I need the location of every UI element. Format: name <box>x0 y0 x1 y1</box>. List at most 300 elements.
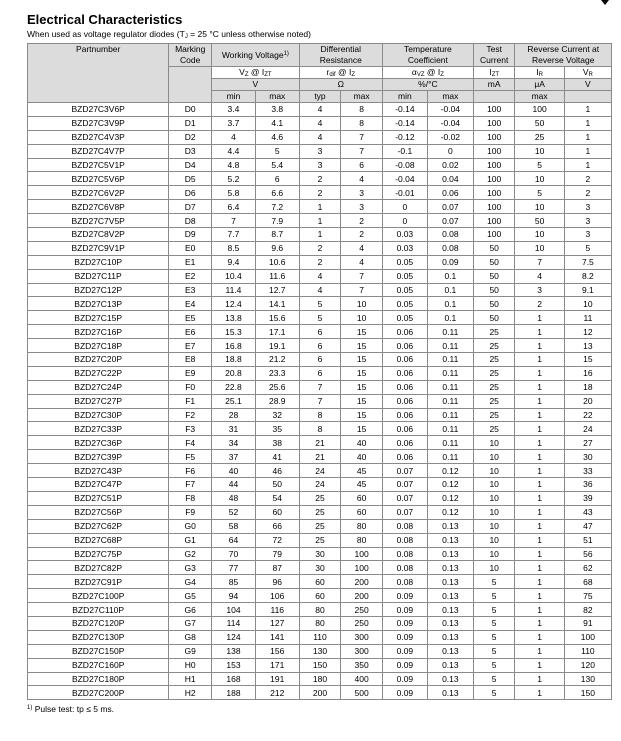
marking-code-cell: E2 <box>169 269 212 283</box>
izt-cell: 100 <box>473 158 515 172</box>
marking-code-header: Marking Code <box>169 44 212 67</box>
alpha-max-cell: 0.12 <box>427 478 473 492</box>
partnumber-cell: BZD27C13P <box>28 297 169 311</box>
vz-max-cell: 35 <box>255 422 299 436</box>
partnumber-header: Partnumber <box>28 44 169 103</box>
ir-max-cell: 3 <box>515 283 564 297</box>
vz-max-cell: 96 <box>255 575 299 589</box>
vz-min-cell: 188 <box>212 686 256 700</box>
table-row <box>28 172 612 186</box>
table-row <box>28 505 612 519</box>
unit-volt-reverse: V <box>564 79 611 91</box>
rdif-max-cell: 350 <box>341 658 383 672</box>
partnumber-cell: BZD27C56P <box>28 505 169 519</box>
vz-max-cell: 17.1 <box>255 325 299 339</box>
table-row <box>28 283 612 297</box>
rdif-max-cell: 15 <box>341 325 383 339</box>
rdif-typ-cell: 25 <box>299 491 341 505</box>
ir-max-cell: 1 <box>515 519 564 533</box>
partnumber-cell: BZD27C91P <box>28 575 169 589</box>
vr-cell: 33 <box>564 464 611 478</box>
ir-max-cell: 1 <box>515 603 564 617</box>
alpha-max-cell: 0.11 <box>427 450 473 464</box>
vz-max-cell: 191 <box>255 672 299 686</box>
rdif-typ-cell: 5 <box>299 311 341 325</box>
marking-code-cell: F2 <box>169 408 212 422</box>
partnumber-cell: BZD27C110P <box>28 603 169 617</box>
izt-cell: 25 <box>473 408 515 422</box>
marking-code-cell: D8 <box>169 214 212 228</box>
partnumber-cell: BZD27C16P <box>28 325 169 339</box>
rdif-max-label: max <box>341 91 383 103</box>
vr-cell: 75 <box>564 589 611 603</box>
alpha-min-cell: 0.06 <box>382 339 427 353</box>
alpha-max-cell: 0.1 <box>427 297 473 311</box>
vz-min-cell: 31 <box>212 422 256 436</box>
alpha-max-cell: 0.1 <box>427 283 473 297</box>
alpha-min-cell: 0.05 <box>382 255 427 269</box>
vz-min-cell: 4 <box>212 130 256 144</box>
izt-cell: 100 <box>473 214 515 228</box>
vz-max-cell: 15.6 <box>255 311 299 325</box>
ir-max-cell: 7 <box>515 255 564 269</box>
partnumber-cell: BZD27C10P <box>28 255 169 269</box>
alpha-max-cell: 0.1 <box>427 269 473 283</box>
izt-cell: 10 <box>473 533 515 547</box>
partnumber-cell: BZD27C4V3P <box>28 130 169 144</box>
marking-code-cell: D4 <box>169 158 212 172</box>
rdif-max-cell: 15 <box>341 408 383 422</box>
vz-min-cell: 4.8 <box>212 158 256 172</box>
rdif-typ-cell: 4 <box>299 103 341 117</box>
vr-symbol: $V_R$ <box>564 67 611 79</box>
table-row <box>28 589 612 603</box>
partnumber-cell: BZD27C100P <box>28 589 169 603</box>
rdif-symbol: $r_{dif}$ @ $I_Z$ <box>299 67 382 79</box>
rdif-typ-cell: 30 <box>299 561 341 575</box>
marking-code-cell: D2 <box>169 130 212 144</box>
partnumber-cell: BZD27C160P <box>28 658 169 672</box>
vr-cell: 3 <box>564 228 611 242</box>
table-row <box>28 561 612 575</box>
vz-min-label: min <box>212 91 256 103</box>
marking-code-cell: G8 <box>169 630 212 644</box>
ir-max-cell: 1 <box>515 686 564 700</box>
table-row <box>28 547 612 561</box>
vr-cell: 100 <box>564 630 611 644</box>
izt-cell: 10 <box>473 519 515 533</box>
vz-max-cell: 5.4 <box>255 158 299 172</box>
vz-max-cell: 28.9 <box>255 394 299 408</box>
alpha-min-cell: -0.01 <box>382 186 427 200</box>
rdif-typ-cell: 2 <box>299 172 341 186</box>
vr-blank <box>564 91 611 103</box>
table-row <box>28 436 612 450</box>
partnumber-cell: BZD27C5V1P <box>28 158 169 172</box>
ir-max-cell: 1 <box>515 630 564 644</box>
ir-max-cell: 1 <box>515 408 564 422</box>
rdif-max-cell: 3 <box>341 200 383 214</box>
rdif-max-cell: 80 <box>341 519 383 533</box>
partnumber-cell: BZD27C180P <box>28 672 169 686</box>
vz-min-cell: 58 <box>212 519 256 533</box>
marking-code-cell: F4 <box>169 436 212 450</box>
section-title: Electrical Characteristics <box>27 12 183 27</box>
vz-max-cell: 3.8 <box>255 103 299 117</box>
alpha-min-cell: 0.07 <box>382 478 427 492</box>
rdif-typ-cell: 3 <box>299 144 341 158</box>
partnumber-cell: BZD27C33P <box>28 422 169 436</box>
alpha-min-cell: 0.06 <box>382 408 427 422</box>
izt-cell: 100 <box>473 172 515 186</box>
rdif-typ-cell: 24 <box>299 478 341 492</box>
test-current-header: Test Current <box>473 44 515 67</box>
ir-max-cell: 1 <box>515 450 564 464</box>
alpha-max-cell: 0.07 <box>427 200 473 214</box>
rdif-typ-cell: 2 <box>299 241 341 255</box>
rdif-max-cell: 400 <box>341 672 383 686</box>
vz-max-cell: 60 <box>255 505 299 519</box>
izt-cell: 5 <box>473 589 515 603</box>
marking-code-cell: G6 <box>169 603 212 617</box>
partnumber-cell: BZD27C130P <box>28 630 169 644</box>
rdif-typ-cell: 80 <box>299 616 341 630</box>
table-row <box>28 228 612 242</box>
alpha-min-cell: -0.04 <box>382 172 427 186</box>
rdif-max-cell: 2 <box>341 228 383 242</box>
vr-cell: 110 <box>564 644 611 658</box>
footnote: $^{1)}$ Pulse test: tp ≤ 5 ms. <box>27 704 115 715</box>
vz-max-cell: 7.2 <box>255 200 299 214</box>
rdif-max-cell: 60 <box>341 491 383 505</box>
vz-max-cell: 46 <box>255 464 299 478</box>
alpha-min-cell: 0.03 <box>382 228 427 242</box>
ir-max-cell: 25 <box>515 130 564 144</box>
vz-max-cell: 116 <box>255 603 299 617</box>
alpha-min-cell: 0.05 <box>382 283 427 297</box>
rdif-typ-cell: 6 <box>299 325 341 339</box>
alpha-max-cell: -0.04 <box>427 103 473 117</box>
vz-max-cell: 41 <box>255 450 299 464</box>
unit-microamp: μA <box>515 79 564 91</box>
marking-code-cell: D9 <box>169 228 212 242</box>
table-row <box>28 478 612 492</box>
alpha-max-cell: 0.08 <box>427 241 473 255</box>
izt-cell: 25 <box>473 353 515 367</box>
ir-max-cell: 1 <box>515 311 564 325</box>
alpha-min-cell: 0.08 <box>382 547 427 561</box>
rdif-max-cell: 250 <box>341 603 383 617</box>
rdif-typ-cell: 21 <box>299 450 341 464</box>
izt-cell: 10 <box>473 478 515 492</box>
vz-min-cell: 11.4 <box>212 283 256 297</box>
vz-min-cell: 37 <box>212 450 256 464</box>
alpha-min-cell: 0.05 <box>382 269 427 283</box>
rdif-typ-cell: 7 <box>299 394 341 408</box>
partnumber-cell: BZD27C3V9P <box>28 116 169 130</box>
table-row <box>28 116 612 130</box>
table-row <box>28 408 612 422</box>
differential-resistance-header: Differential Resistance <box>299 44 382 67</box>
vz-min-cell: 8.5 <box>212 241 256 255</box>
partnumber-cell: BZD27C12P <box>28 283 169 297</box>
rdif-typ-cell: 25 <box>299 533 341 547</box>
marking-code-cell: F7 <box>169 478 212 492</box>
ir-max-cell: 50 <box>515 214 564 228</box>
rdif-max-cell: 45 <box>341 464 383 478</box>
rdif-typ-cell: 2 <box>299 186 341 200</box>
rdif-max-cell: 250 <box>341 616 383 630</box>
vr-cell: 1 <box>564 158 611 172</box>
alpha-max-cell: 0.13 <box>427 616 473 630</box>
rdif-max-cell: 4 <box>341 241 383 255</box>
partnumber-cell: BZD27C4V7P <box>28 144 169 158</box>
ir-max-cell: 10 <box>515 200 564 214</box>
ir-max-cell: 1 <box>515 672 564 686</box>
vr-cell: 51 <box>564 533 611 547</box>
vz-max-cell: 32 <box>255 408 299 422</box>
izt-cell: 25 <box>473 422 515 436</box>
izt-cell: 50 <box>473 255 515 269</box>
rdif-max-cell: 10 <box>341 297 383 311</box>
vr-cell: 11 <box>564 311 611 325</box>
vz-min-cell: 7 <box>212 214 256 228</box>
marking-code-cell: H2 <box>169 686 212 700</box>
alpha-max-cell: 0.08 <box>427 228 473 242</box>
rdif-max-cell: 100 <box>341 547 383 561</box>
table-row <box>28 103 612 117</box>
vz-min-cell: 48 <box>212 491 256 505</box>
rdif-typ-cell: 1 <box>299 200 341 214</box>
alpha-min-cell: 0.06 <box>382 353 427 367</box>
vr-cell: 1 <box>564 130 611 144</box>
vz-max-cell: 6.6 <box>255 186 299 200</box>
partnumber-cell: BZD27C120P <box>28 616 169 630</box>
izt-cell: 25 <box>473 394 515 408</box>
table-row <box>28 269 612 283</box>
vr-cell: 27 <box>564 436 611 450</box>
alpha-min-cell: 0.07 <box>382 491 427 505</box>
vz-min-cell: 9.4 <box>212 255 256 269</box>
ir-max-cell: 5 <box>515 158 564 172</box>
rdif-max-cell: 80 <box>341 533 383 547</box>
unit-ohm: Ω <box>299 79 382 91</box>
rdif-max-cell: 500 <box>341 686 383 700</box>
alpha-min-cell: 0.05 <box>382 311 427 325</box>
ir-max-cell: 1 <box>515 422 564 436</box>
partnumber-cell: BZD27C6V8P <box>28 200 169 214</box>
rdif-typ-cell: 1 <box>299 214 341 228</box>
alpha-max-cell: 0.13 <box>427 561 473 575</box>
izt-cell: 50 <box>473 269 515 283</box>
vr-cell: 47 <box>564 519 611 533</box>
vz-min-cell: 4.4 <box>212 144 256 158</box>
rdif-typ-cell: 2 <box>299 255 341 269</box>
rdif-max-cell: 6 <box>341 158 383 172</box>
unit-percent-per-degree: %/°C <box>382 79 473 91</box>
partnumber-cell: BZD27C75P <box>28 547 169 561</box>
marking-code-cell: G7 <box>169 616 212 630</box>
table-row <box>28 325 612 339</box>
ir-max-cell: 1 <box>515 436 564 450</box>
partnumber-cell: BZD27C3V6P <box>28 103 169 117</box>
vr-cell: 56 <box>564 547 611 561</box>
alpha-max-cell: 0.13 <box>427 533 473 547</box>
rdif-max-cell: 15 <box>341 394 383 408</box>
section-subtitle: When used as voltage regulator diodes ($T_J = 25$ °C unless otherwise noted) <box>27 29 311 40</box>
vz-min-cell: 18.8 <box>212 353 256 367</box>
izt-cell: 5 <box>473 686 515 700</box>
table-row <box>28 672 612 686</box>
vz-min-cell: 52 <box>212 505 256 519</box>
ir-max-cell: 100 <box>515 103 564 117</box>
alpha-max-label: max <box>427 91 473 103</box>
vz-min-cell: 85 <box>212 575 256 589</box>
vz-min-cell: 44 <box>212 478 256 492</box>
ir-max-cell: 4 <box>515 269 564 283</box>
vz-max-cell: 156 <box>255 644 299 658</box>
alpha-min-cell: 0.09 <box>382 672 427 686</box>
alpha-max-cell: 0.13 <box>427 519 473 533</box>
rdif-typ-cell: 6 <box>299 366 341 380</box>
rdif-max-cell: 300 <box>341 630 383 644</box>
vz-max-cell: 7.9 <box>255 214 299 228</box>
vz-min-cell: 94 <box>212 589 256 603</box>
ir-max-cell: 1 <box>515 325 564 339</box>
vz-min-cell: 15.3 <box>212 325 256 339</box>
vz-max-cell: 10.6 <box>255 255 299 269</box>
vz-max-cell: 12.7 <box>255 283 299 297</box>
ir-max-cell: 2 <box>515 297 564 311</box>
partnumber-cell: BZD27C18P <box>28 339 169 353</box>
marking-code-cell: D6 <box>169 186 212 200</box>
marking-code-cell: F3 <box>169 422 212 436</box>
ir-max-cell: 1 <box>515 616 564 630</box>
vr-cell: 9.1 <box>564 283 611 297</box>
izt-cell: 10 <box>473 491 515 505</box>
rdif-typ-cell: 25 <box>299 519 341 533</box>
vz-min-cell: 25.1 <box>212 394 256 408</box>
rdif-typ-label: typ <box>299 91 341 103</box>
ir-max-cell: 1 <box>515 464 564 478</box>
vz-max-cell: 25.6 <box>255 380 299 394</box>
vz-max-cell: 14.1 <box>255 297 299 311</box>
vr-cell: 7.5 <box>564 255 611 269</box>
table-row <box>28 255 612 269</box>
vz-min-cell: 3.7 <box>212 116 256 130</box>
table-row <box>28 658 612 672</box>
alpha-min-cell: 0.03 <box>382 241 427 255</box>
partnumber-cell: BZD27C27P <box>28 394 169 408</box>
rdif-max-cell: 7 <box>341 283 383 297</box>
table-row <box>28 644 612 658</box>
rdif-typ-cell: 6 <box>299 339 341 353</box>
vz-max-label: max <box>255 91 299 103</box>
vr-cell: 2 <box>564 186 611 200</box>
izt-cell: 100 <box>473 228 515 242</box>
izt-cell: 25 <box>473 366 515 380</box>
marking-code-cell: G4 <box>169 575 212 589</box>
rdif-typ-cell: 8 <box>299 422 341 436</box>
unit-volt: V <box>212 79 300 91</box>
izt-cell: 25 <box>473 325 515 339</box>
izt-cell: 10 <box>473 547 515 561</box>
rdif-typ-cell: 7 <box>299 380 341 394</box>
table-row <box>28 422 612 436</box>
vr-cell: 39 <box>564 491 611 505</box>
alpha-max-cell: -0.02 <box>427 130 473 144</box>
marking-code-cell: D3 <box>169 144 212 158</box>
izt-cell: 100 <box>473 200 515 214</box>
ir-max-cell: 1 <box>515 533 564 547</box>
table-body <box>28 103 612 700</box>
alpha-min-cell: 0.08 <box>382 575 427 589</box>
vz-max-cell: 79 <box>255 547 299 561</box>
alpha-min-cell: 0.09 <box>382 603 427 617</box>
partnumber-cell: BZD27C22P <box>28 366 169 380</box>
vz-min-cell: 6.4 <box>212 200 256 214</box>
vr-cell: 2 <box>564 172 611 186</box>
vz-symbol: $V_Z$ @ $I_{ZT}$ <box>212 67 300 79</box>
vz-min-cell: 104 <box>212 603 256 617</box>
izt-cell: 10 <box>473 450 515 464</box>
alpha-max-cell: 0.11 <box>427 353 473 367</box>
vr-cell: 82 <box>564 603 611 617</box>
rdif-max-cell: 200 <box>341 589 383 603</box>
partnumber-cell: BZD27C6V2P <box>28 186 169 200</box>
vz-max-cell: 19.1 <box>255 339 299 353</box>
ir-max-cell: 10 <box>515 172 564 186</box>
vr-cell: 130 <box>564 672 611 686</box>
alpha-min-cell: -0.14 <box>382 103 427 117</box>
rdif-typ-cell: 180 <box>299 672 341 686</box>
izt-cell: 5 <box>473 630 515 644</box>
alpha-max-cell: 0.06 <box>427 186 473 200</box>
vz-max-cell: 127 <box>255 616 299 630</box>
vr-cell: 20 <box>564 394 611 408</box>
table-row <box>28 630 612 644</box>
rdif-max-cell: 40 <box>341 450 383 464</box>
rdif-typ-cell: 4 <box>299 283 341 297</box>
vr-cell: 10 <box>564 297 611 311</box>
ir-max-cell: 50 <box>515 116 564 130</box>
datasheet-section <box>27 0 612 715</box>
vr-cell: 13 <box>564 339 611 353</box>
vz-min-cell: 13.8 <box>212 311 256 325</box>
rdif-typ-cell: 130 <box>299 644 341 658</box>
vz-min-cell: 138 <box>212 644 256 658</box>
ir-max-label: max <box>515 91 564 103</box>
working-voltage-header: Working Voltage$^{1)}$ <box>212 44 300 67</box>
vr-cell: 3 <box>564 200 611 214</box>
alpha-min-cell: 0 <box>382 214 427 228</box>
alpha-min-cell: 0.07 <box>382 464 427 478</box>
vr-cell: 24 <box>564 422 611 436</box>
alpha-min-cell: 0.08 <box>382 519 427 533</box>
alpha-min-label: min <box>382 91 427 103</box>
izt-cell: 50 <box>473 297 515 311</box>
rdif-typ-cell: 150 <box>299 658 341 672</box>
marking-code-cell: F1 <box>169 394 212 408</box>
marking-code-cell: G1 <box>169 533 212 547</box>
ir-max-cell: 1 <box>515 366 564 380</box>
alpha-min-cell: 0.09 <box>382 686 427 700</box>
alpha-min-cell: 0 <box>382 200 427 214</box>
izt-cell: 100 <box>473 186 515 200</box>
alpha-max-cell: 0.1 <box>427 311 473 325</box>
vr-cell: 12 <box>564 325 611 339</box>
partnumber-cell: BZD27C24P <box>28 380 169 394</box>
